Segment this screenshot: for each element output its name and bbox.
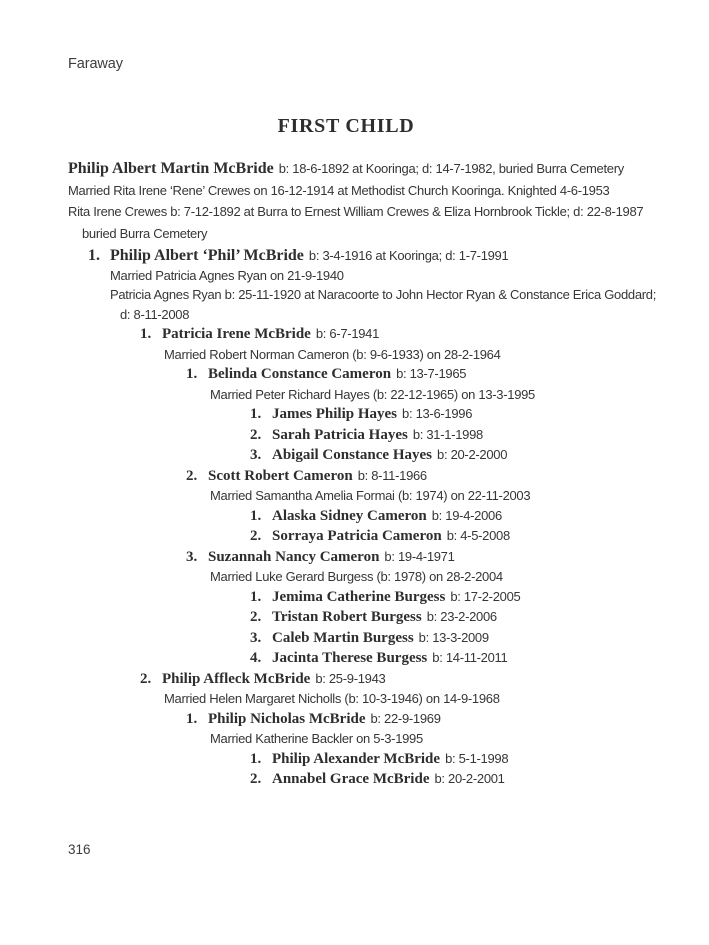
person-name: Philip Nicholas McBride [208, 710, 366, 727]
progenitor-detail: b: 18-6-1892 at Kooringa; d: 14-7-1982, buried Burra Cemetery [278, 161, 624, 176]
person-detail: b: 14-11-2011 [432, 650, 508, 665]
entry-number: 3. [186, 548, 198, 565]
entry-number: 2. [186, 467, 198, 484]
descendant-entry [0, 324, 709, 345]
descendant-entry [0, 628, 709, 649]
person-detail: b: 23-2-2006 [426, 609, 497, 624]
person-detail: b: 6-7-1941 [315, 326, 380, 341]
entry-number: 1. [88, 247, 100, 264]
person-detail: b: 31-1-1998 [412, 426, 483, 442]
entry-number: 3. [250, 447, 262, 463]
descendant-entry [0, 709, 709, 730]
person-name: James Philip Hayes [272, 406, 398, 422]
person-detail: b: 20-2-2000 [437, 447, 508, 462]
entry-number: 2. [250, 528, 262, 544]
person-detail: b: 13-7-1965 [396, 366, 467, 381]
person-detail: b: 8-11-1966 [357, 467, 427, 483]
entry-number: 1. [186, 710, 198, 727]
person-name: Philip Albert ‘Phil’ McBride [110, 247, 304, 264]
progenitor-spouse-line: Rita Irene Crewes b: 7-12-1892 at Burra to Ernest William Crewes & Eliza Hornbrook Tickle; d: 22-8-1987 [68, 204, 644, 220]
person-detail: b: 22-9-1969 [370, 710, 441, 726]
descendant-note: Married Peter Richard Hayes (b: 22-12-1965) on 13-3-1995 [210, 386, 535, 402]
descendant-entry [0, 749, 709, 770]
person-name: Sorraya Patricia Cameron [272, 528, 442, 544]
descendant-note: Married Samantha Amelia Formai (b: 1974) on 22-11-2003 [210, 488, 531, 503]
person-name: Alaska Sidney Cameron [272, 507, 427, 524]
person-name: Jemima Catherine Burgess [272, 588, 446, 605]
entry-number: 1. [250, 588, 262, 605]
descendant-note: Married Robert Norman Cameron (b: 9-6-1933) on 28-2-1964 [164, 346, 501, 362]
person-detail: b: 13-6-1996 [402, 406, 473, 421]
descendant-entry [0, 404, 709, 425]
person-detail: b: 3-4-1916 at Kooringa; d: 1-7-1991 [308, 248, 509, 263]
page-number: 316 [68, 842, 91, 857]
descendant-entry [0, 607, 709, 628]
descendant-entry [0, 466, 709, 487]
person-detail: b: 19-4-2006 [431, 507, 502, 523]
descendant-note: Married Helen Margaret Nicholls (b: 10-3-1946) on 14-9-1968 [164, 691, 500, 706]
descendants-list [0, 246, 709, 790]
person-name: Tristan Robert Burgess [272, 609, 422, 625]
person-name: Scott Robert Cameron [208, 467, 353, 484]
descendant-entry [0, 669, 709, 690]
entry-number: 1. [186, 366, 198, 382]
progenitor-name: Philip Albert Martin McBride [68, 160, 274, 177]
descendant-note: Married Patricia Agnes Ryan on 21-9-1940 [110, 267, 344, 283]
progenitor-marriage-line: Married Rita Irene ‘Rene’ Crewes on 16-12-1914 at Methodist Church Kooringa. Knighted 4-6-1953 [68, 182, 610, 198]
person-detail: b: 4-5-2008 [446, 528, 510, 543]
progenitor-block [68, 158, 698, 244]
descendant-entry [0, 425, 709, 446]
descendant-entry [0, 648, 709, 669]
entry-number: 1. [250, 507, 262, 524]
descendant-entry [0, 445, 709, 466]
descendant-entry [0, 526, 709, 547]
person-detail: b: 13-3-2009 [418, 629, 489, 645]
person-name: Philip Alexander McBride [272, 750, 441, 767]
descendant-note: Married Katherine Backler on 5-3-1995 [210, 731, 423, 746]
progenitor-headline [68, 158, 698, 180]
progenitor-spouse-line-wrap: buried Burra Cemetery [82, 225, 208, 241]
person-detail: b: 19-4-1971 [384, 548, 455, 564]
person-name: Suzannah Nancy Cameron [208, 548, 380, 565]
person-name: Abigail Constance Hayes [272, 447, 433, 463]
book-title: Faraway [68, 56, 123, 72]
person-name: Belinda Constance Cameron [208, 366, 392, 382]
entry-number: 1. [250, 750, 262, 767]
descendant-entry [0, 364, 709, 385]
person-name: Philip Affleck McBride [162, 670, 311, 687]
chapter-title: FIRST CHILD [277, 115, 415, 137]
entry-number: 2. [250, 609, 262, 625]
person-detail: b: 25-9-1943 [315, 670, 386, 686]
descendant-entry [0, 769, 709, 790]
person-name: Patricia Irene McBride [162, 326, 311, 342]
descendant-note: Patricia Agnes Ryan b: 25-11-1920 at Naracoorte to John Hector Ryan & Constance Erica Goddard; [110, 287, 657, 302]
person-detail: b: 20-2-2001 [434, 771, 505, 786]
descendant-note: Married Luke Gerard Burgess (b: 1978) on 28-2-2004 [210, 569, 503, 584]
entry-number: 1. [140, 326, 152, 342]
entry-number: 1. [250, 406, 262, 422]
entry-number: 2. [250, 771, 262, 787]
descendant-entry [0, 587, 709, 608]
person-name: Annabel Grace McBride [272, 771, 430, 787]
entry-number: 2. [140, 670, 152, 687]
person-name: Jacinta Therese Burgess [272, 650, 428, 666]
descendant-entry [0, 246, 709, 266]
descendant-entry [0, 547, 709, 568]
person-detail: b: 17-2-2005 [450, 588, 521, 604]
entry-number: 3. [250, 629, 262, 646]
person-detail: b: 5-1-1998 [445, 750, 509, 766]
entry-number: 4. [250, 650, 262, 666]
person-name: Sarah Patricia Hayes [272, 426, 408, 443]
person-name: Caleb Martin Burgess [272, 629, 414, 646]
entry-number: 2. [250, 426, 262, 443]
descendant-note: d: 8-11-2008 [120, 306, 190, 322]
descendant-entry [0, 506, 709, 527]
